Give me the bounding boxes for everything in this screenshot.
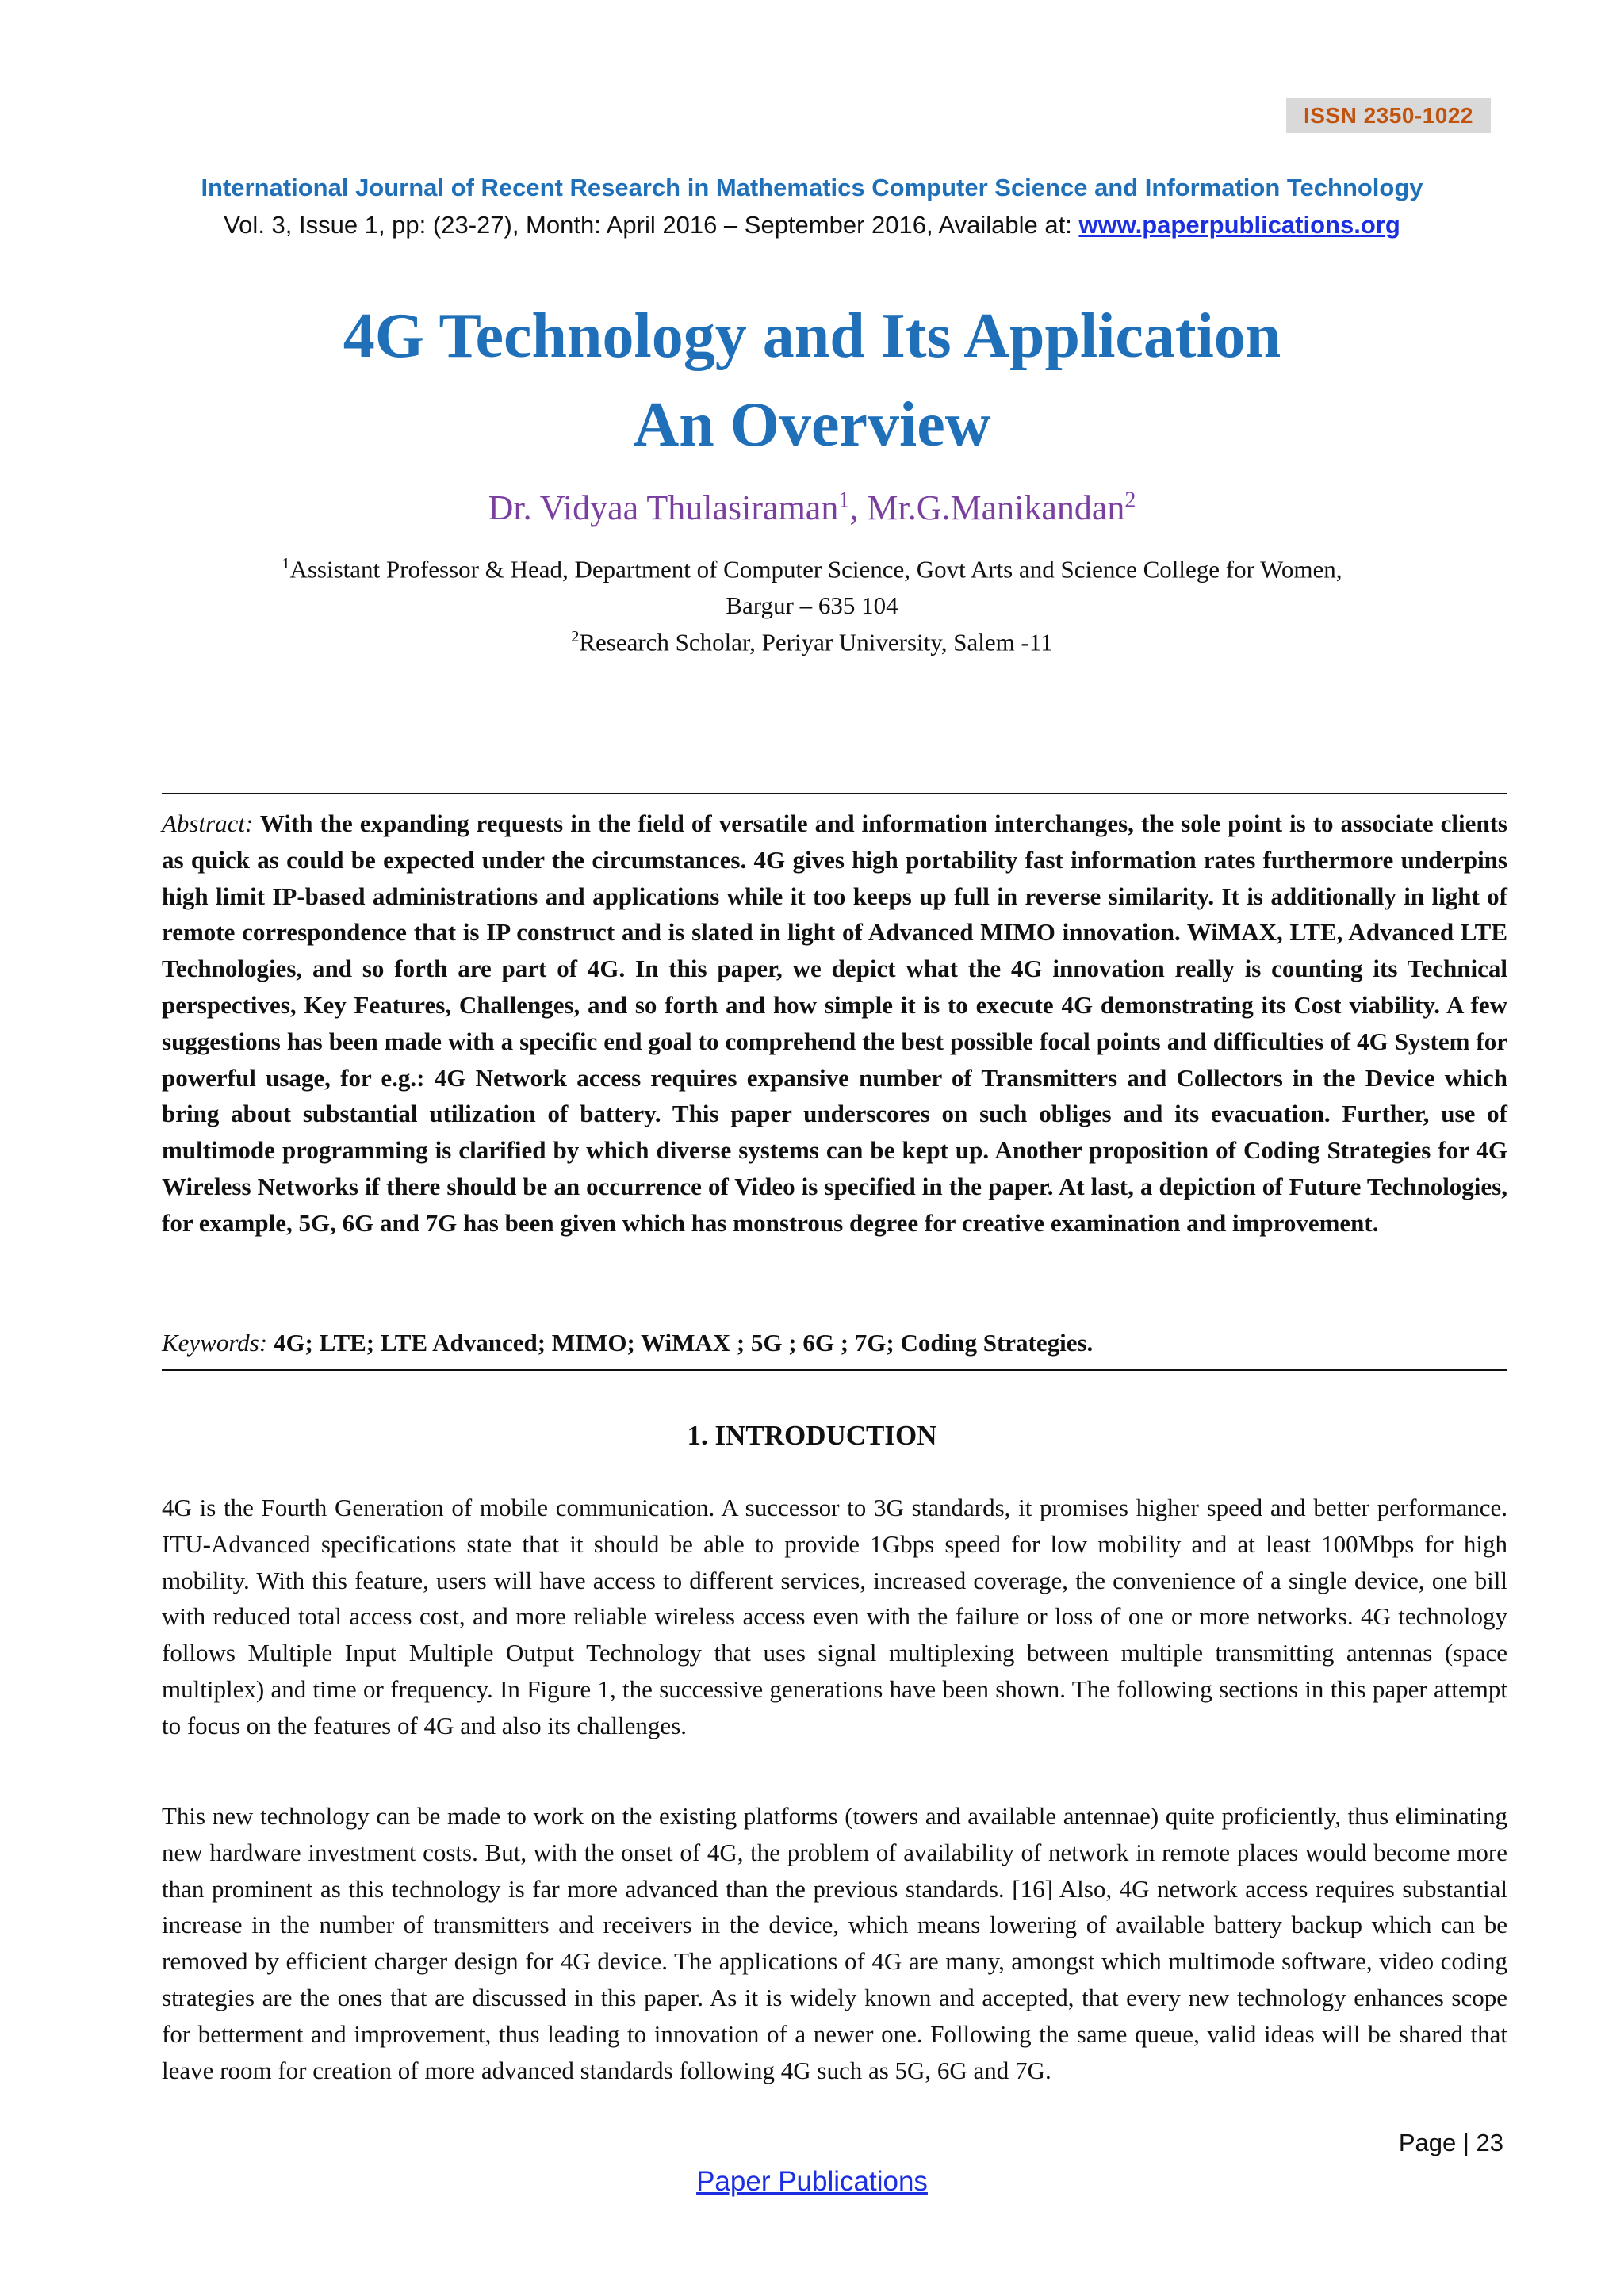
introduction-paragraph-2: This new technology can be made to work on the existing platforms (towers and available antennae) quite proficiently, thus eliminating new hardware investment costs. But, with the onset of 4G, the problem of availability of network in remote places would become more than prominent as this technology is far more advanced than the previous standards. [16] Also, 4G network access requires substantial increase in the number of transmitters and receivers in the device, which means lowering of available battery backup which can be removed by efficient charger design for 4G device. The applications of 4G are many, amongst which multimode software, video coding strategies are the ones that are discussed in this paper. As it is widely known and accepted, that every new technology enhances scope for betterment and improvement, thus leading to innovation of a newer one. Following the same queue, valid ideas will be shared that leave room for creation of more advanced standards following 4G such as 5G, 6G and 7G.	[162, 1802, 1507, 2084]
introduction-paragraph-1: 4G is the Fourth Generation of mobile communication. A successor to 3G standards, it promises higher speed and better performance. ITU-Advanced specifications state that it should be able to provide 1Gbps speed for low mobility and at least 100Mbps for high mobility. With this feature, users will have access to different services, increased coverage, the convenience of a single device, one bill with reduced total access cost, and more reliable wireless access even with the failure or loss of one or more networks. 4G technology follows Multiple Input Multiple Output Technology that uses signal multiplexing between multiple transmitting antennas (space multiplex) and time or frequency. In Figure 1, the successive generations have been shown. The following sections in this paper attempt to focus on the features of 4G and also its challenges.	[162, 1494, 1507, 1739]
paper-title-line-1: 4G Technology and Its Application	[343, 301, 1281, 371]
publisher-footer-link[interactable]: Paper Publications	[696, 2166, 928, 2197]
abstract-bottom-divider	[162, 1369, 1507, 1371]
section-heading-introduction: 1. INTRODUCTION	[687, 1420, 937, 1451]
paper-title-line-2: An Overview	[633, 390, 991, 460]
author-list	[0, 488, 1624, 528]
affiliation-2-mark: 2	[571, 628, 580, 645]
affiliation-1-text: Assistant Professor & Head, Department of Computer Science, Govt Arts and Science College for Women,	[289, 555, 1342, 584]
abstract-label: Abstract:	[162, 809, 254, 837]
issn-badge: ISSN 2350-1022	[1286, 98, 1491, 133]
affiliation-1-line-2: Bargur – 635 104	[726, 591, 898, 619]
affiliation-1-mark: 1	[282, 555, 290, 572]
abstract-text: With the expanding requests in the field of versatile and information interchanges, the sole point is to associate clients as quick as could be expected under the circumstances. 4G gives high portability fast information rates furthermore underpins high limit IP-based administrations and applications while it too keeps up full in reverse similarity. It is additionally in light of remote correspondence that is IP construct and is slated in light of Advanced MIMO innovation. WiMAX, LTE, Advanced LTE Technologies, and so forth are part of 4G. In this paper, we depict what the 4G innovation really is counting its Technical perspectives, Key Features, Challenges, and so forth and how simple it is to execute 4G demonstrating its Cost viability. A few suggestions has been made with a specific end goal to comprehend the best possible focal points and difficulties of 4G System for powerful usage, for e.g.: 4G Network access requires expansive number of Transmitters and Collectors in the Device which bring about substantial utilization of battery. This paper underscores on such obliges and its evacuation. Further, use of multimode programming is clarified by which diverse systems can be kept up. Another proposition of Coding Strategies for 4G Wireless Networks if there should be an occurrence of Video is specified in the paper. At last, a depiction of Future Technologies, for example, 5G, 6G and 7G has been given which has monstrous degree for creative examination and improvement.	[162, 809, 1507, 1237]
keywords-text: 4G; LTE; LTE Advanced; MIMO; WiMAX ; 5G ; 6G ; 7G; Coding Strategies.	[273, 1329, 1094, 1357]
affiliation-1-line-1	[0, 555, 1624, 584]
journal-issue-details: Vol. 3, Issue 1, pp: (23-27), Month: April 2016 – September 2016, Available at:	[224, 211, 1079, 239]
author-2-affiliation-mark: 2	[1124, 488, 1136, 513]
abstract	[162, 806, 1507, 1242]
author-separator: ,	[849, 488, 868, 527]
author-1-affiliation-mark: 1	[838, 488, 850, 513]
keywords	[162, 1329, 1507, 1357]
author-1: Dr. Vidyaa Thulasiraman	[488, 488, 839, 527]
page-number: Page | 23	[1398, 2129, 1503, 2156]
journal-website-link[interactable]: www.paperpublications.org	[1078, 211, 1400, 239]
abstract-top-divider	[162, 793, 1507, 794]
journal-name: International Journal of Recent Research in Mathematics Computer Science and Information Technology	[201, 174, 1423, 201]
author-2: Mr.G.Manikandan	[867, 488, 1125, 527]
keywords-label: Keywords:	[162, 1329, 268, 1357]
affiliation-2-text: Research Scholar, Periyar University, Salem -11	[579, 628, 1053, 656]
affiliation-2	[0, 628, 1624, 656]
journal-info	[0, 211, 1624, 239]
